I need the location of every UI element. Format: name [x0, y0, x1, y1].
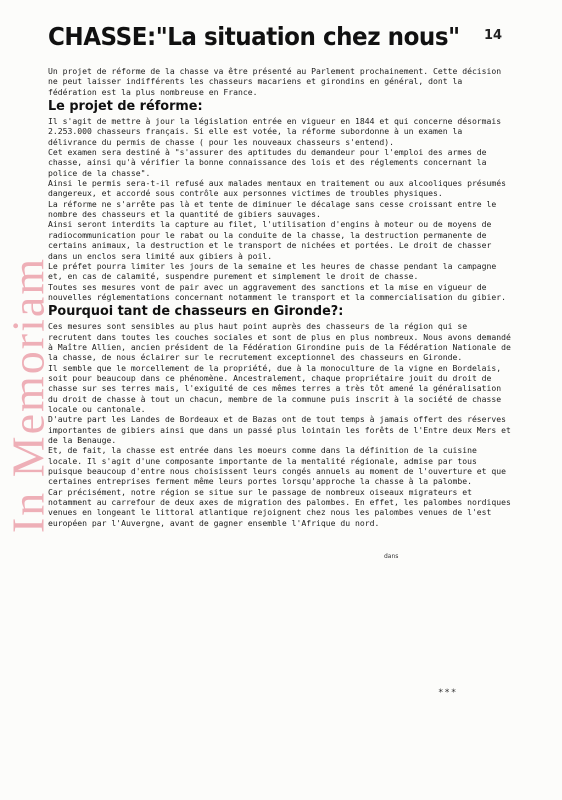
section-heading-reforme: Le projet de réforme: — [48, 98, 203, 115]
intro-paragraph: Un projet de réforme de la chasse va être présenté au Parlement prochainement. Cette décision ne peut laisser indifférents les chasseurs macariens et girondins en général, dont la fédération est la plus nombreuse en France. — [48, 66, 502, 97]
reforme-paragraph-3: Ainsi le permis sera-t-il refusé aux malades mentaux en traitement ou aux alcooliques présumés dangereux, et accordé sous contrôle aux personnes victimes de troubles physiques. — [48, 178, 507, 199]
page-number: 14 — [484, 28, 503, 43]
section-heading-gironde: Pourquoi tant de chasseurs en Gironde?: — [48, 303, 344, 320]
gironde-paragraph-4: Et, de fait, la chasse est entrée dans les moeurs comme dans la définition de la cuisine locale. Il s'agit d'une composante importante de la mentalité régionale, admise par tous puisque beaucoup d'entre nous choisissent leurs congés annuels au moment de l'ouverture et que certaines entreprises ferment même leurs portes lorsqu'approche la chasse à la palombe. — [48, 445, 507, 487]
gironde-paragraph-5: Car précisément, notre région se situe sur le passage de nombreux oiseaux migrateurs et notamment au carrefour de deux axes de migration des palombes. En effet, les palombes nordiques venues en longeant le littoral atlantique rejoignent chez nous les palombes venues de l'est européen par l'Auvergne, avant de gagner ensemble l'Afrique du nord. — [48, 486, 511, 528]
reforme-paragraph-5: Ainsi seront interdits la capture au filet, l'utilisation d'engins à moteur ou de moyens de radiocommunication pour le rabat ou la conduite de la chasse, la destruction permanente de certains animaux, la destruction et le transport de nichées et portées. Le droit de chasser dans un enclos sera limité aux gibiers à poil. — [48, 219, 492, 261]
gironde-paragraph-3: D'autre part les Landes de Bordeaux et de Bazas ont de tout temps à jamais offert des réserves importantes de gibiers ainsi que dans un passé plus lointain les forêts de l'Entre deux Mers et de la Benauge. — [48, 414, 511, 445]
closing-mark: *** — [438, 688, 458, 698]
watermark-text: In Memoriam — [2, 256, 54, 534]
reforme-paragraph-7: Toutes ses mesures vont de pair avec un aggravement des sanctions et la mise en vigueur de nouvelles réglementations concernant notamment le transport et la commercialisation du gibier. — [48, 281, 507, 302]
reforme-paragraph-1: Il s'agit de mettre à jour la législation entrée en vigueur en 1844 et qui concerne désormais 2.253.000 chasseurs français. Si elle est votée, la réforme subordonne à un examen la délivrance du permis de chasse ( pour les nouveaux chasseurs s'entend). — [48, 116, 502, 147]
article-body — [48, 66, 514, 528]
handwritten-note: dans — [384, 553, 399, 560]
gironde-paragraph-2: Il semble que le morcellement de la propriété, due à la monoculture de la vigne en Bordelais, soit pour beaucoup dans ce phénomène. Ancestralement, chaque propriétaire jouit du droit de chasse sur ses terres mais, l'exiguité de ces mêmes terres a très tôt amené la généralisation du droit de chasse à tout un chacun, membre de la commune puis inscrit à la société de chasse locale ou cantonale. — [48, 362, 502, 414]
reforme-paragraph-6: Le préfet pourra limiter les jours de la semaine et les heures de chasse pendant la campagne et, en cas de calamité, suspendre purement et simplement le droit de chasse. — [48, 260, 497, 282]
gironde-paragraph-1: Ces mesures sont sensibles au plus haut point auprès des chasseurs de la région qui se recrutent dans toutes les couches sociales et sont de plus en plus nombreux. Nous avons demandé à Maître Allien, ancien président de la Fédération Girondine puis de la Fédération Nationale de la chasse, de nous éclairer sur le recrutement exceptionnel des chasseurs en Gironde. — [48, 321, 511, 363]
page-title: CHASSE:"La situation chez nous" — [48, 22, 460, 51]
reforme-paragraph-2: Cet examen sera destiné à "s'assurer des aptitudes du demandeur pour l'emploi des armes de chasse, ainsi qu'à vérifier la bonne connaissance des lois et des réglements concernant la police de la chasse". — [48, 147, 487, 178]
reforme-paragraph-4: La réforme ne s'arrête pas là et tente de diminuer le décalage sans cesse croissant entre le nombre des chasseurs et la quantité de gibiers sauvages. — [48, 198, 497, 220]
